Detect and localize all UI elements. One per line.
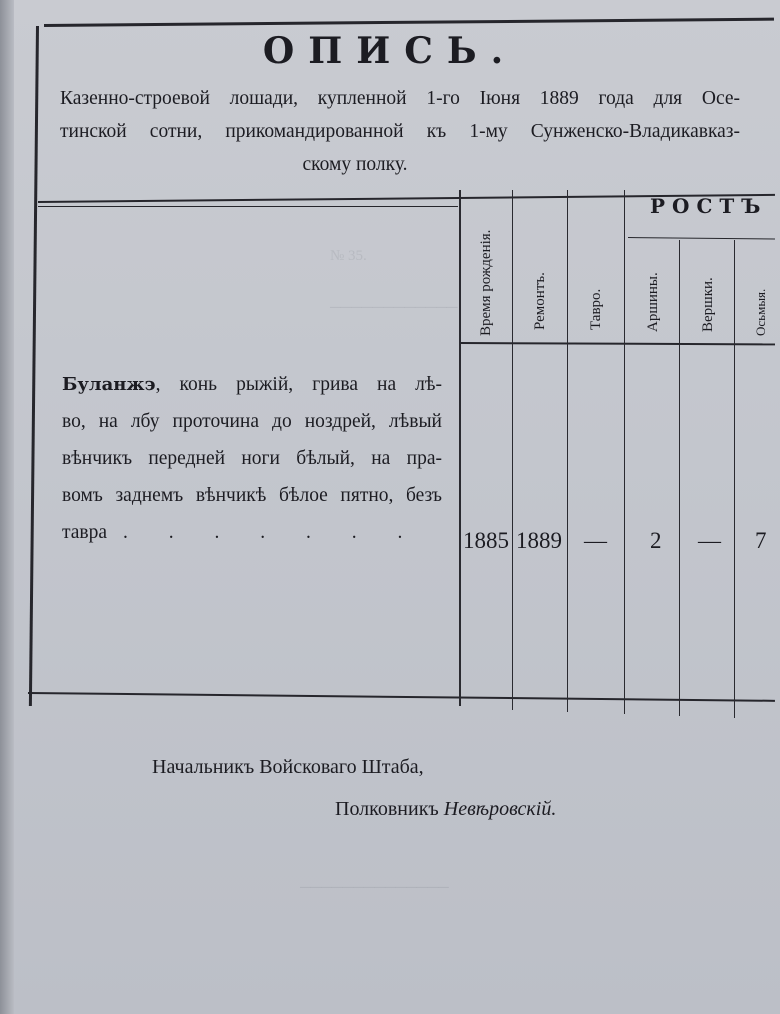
intro-paragraph: [60, 82, 740, 181]
bleed-through-text: ──────────────: [300, 880, 449, 896]
value-remount-year: 1889: [516, 528, 562, 553]
table-top-rule-thin: [38, 206, 458, 207]
leader-dots: . . . . . . .: [123, 522, 421, 543]
document-title: ОПИСЬ.: [262, 30, 518, 72]
column-divider: [679, 240, 680, 716]
header-bottom-rule: [460, 342, 775, 345]
column-group-height: РОСТЪ: [650, 194, 768, 218]
value-brand: —: [584, 528, 607, 553]
value-arshins: 2: [650, 528, 662, 553]
frame-left-rule: [29, 26, 39, 706]
signature-rank: Полковникъ: [335, 798, 439, 820]
column-header-eighths: Осьмыя.: [753, 288, 768, 336]
table-bottom-rule: [28, 692, 775, 702]
value-birth-year: 1885: [463, 528, 509, 553]
column-divider: [567, 190, 568, 712]
column-header-brand: Тавро.: [588, 288, 604, 330]
bleed-through-text: ────────────: [330, 300, 458, 316]
column-divider: [734, 240, 735, 718]
rost-divider-rule: [628, 237, 775, 240]
value-eighths: 7: [755, 528, 767, 553]
description-line: тавра: [62, 522, 108, 543]
intro-line: скому полку.: [302, 154, 408, 175]
column-header-birth: Время рожденія.: [478, 229, 494, 336]
entry-description: [62, 366, 442, 551]
signature-title: Начальникъ Войсковаго Штаба,: [152, 756, 424, 778]
intro-line: тинской сотни, прикомандированной къ 1-му Сунженско-Владикавказ-: [60, 121, 740, 142]
signature-rank-line: [335, 798, 556, 821]
column-header-remount: Ремонтъ.: [532, 272, 548, 330]
column-header-vershoks: Вершки.: [700, 277, 716, 332]
horse-name: Буланжэ: [62, 374, 156, 395]
column-divider: [624, 190, 625, 714]
value-vershoks: —: [698, 528, 721, 553]
page-binding-edge: [0, 0, 14, 1014]
signature-name: Невѣровскій.: [443, 798, 557, 820]
description-line: вомъ заднемъ вѣнчикѣ бѣлое пятно, безъ: [62, 485, 442, 506]
bleed-through-text: № 35.: [330, 248, 367, 264]
frame-top-rule: [44, 18, 774, 27]
column-header-arshins: Аршины.: [645, 272, 661, 332]
description-line: вѣнчикъ передней ноги бѣлый, на пра-: [62, 448, 442, 469]
description-line: , конь рыжій, грива на лѣ-: [155, 374, 442, 395]
intro-line: Казенно-строевой лошади, купленной 1-го Іюня 1889 года для Осе-: [60, 88, 740, 109]
column-divider: [512, 190, 513, 710]
column-divider: [459, 190, 461, 706]
description-line: во, на лбу проточина до ноздрей, лѣвый: [62, 411, 442, 432]
